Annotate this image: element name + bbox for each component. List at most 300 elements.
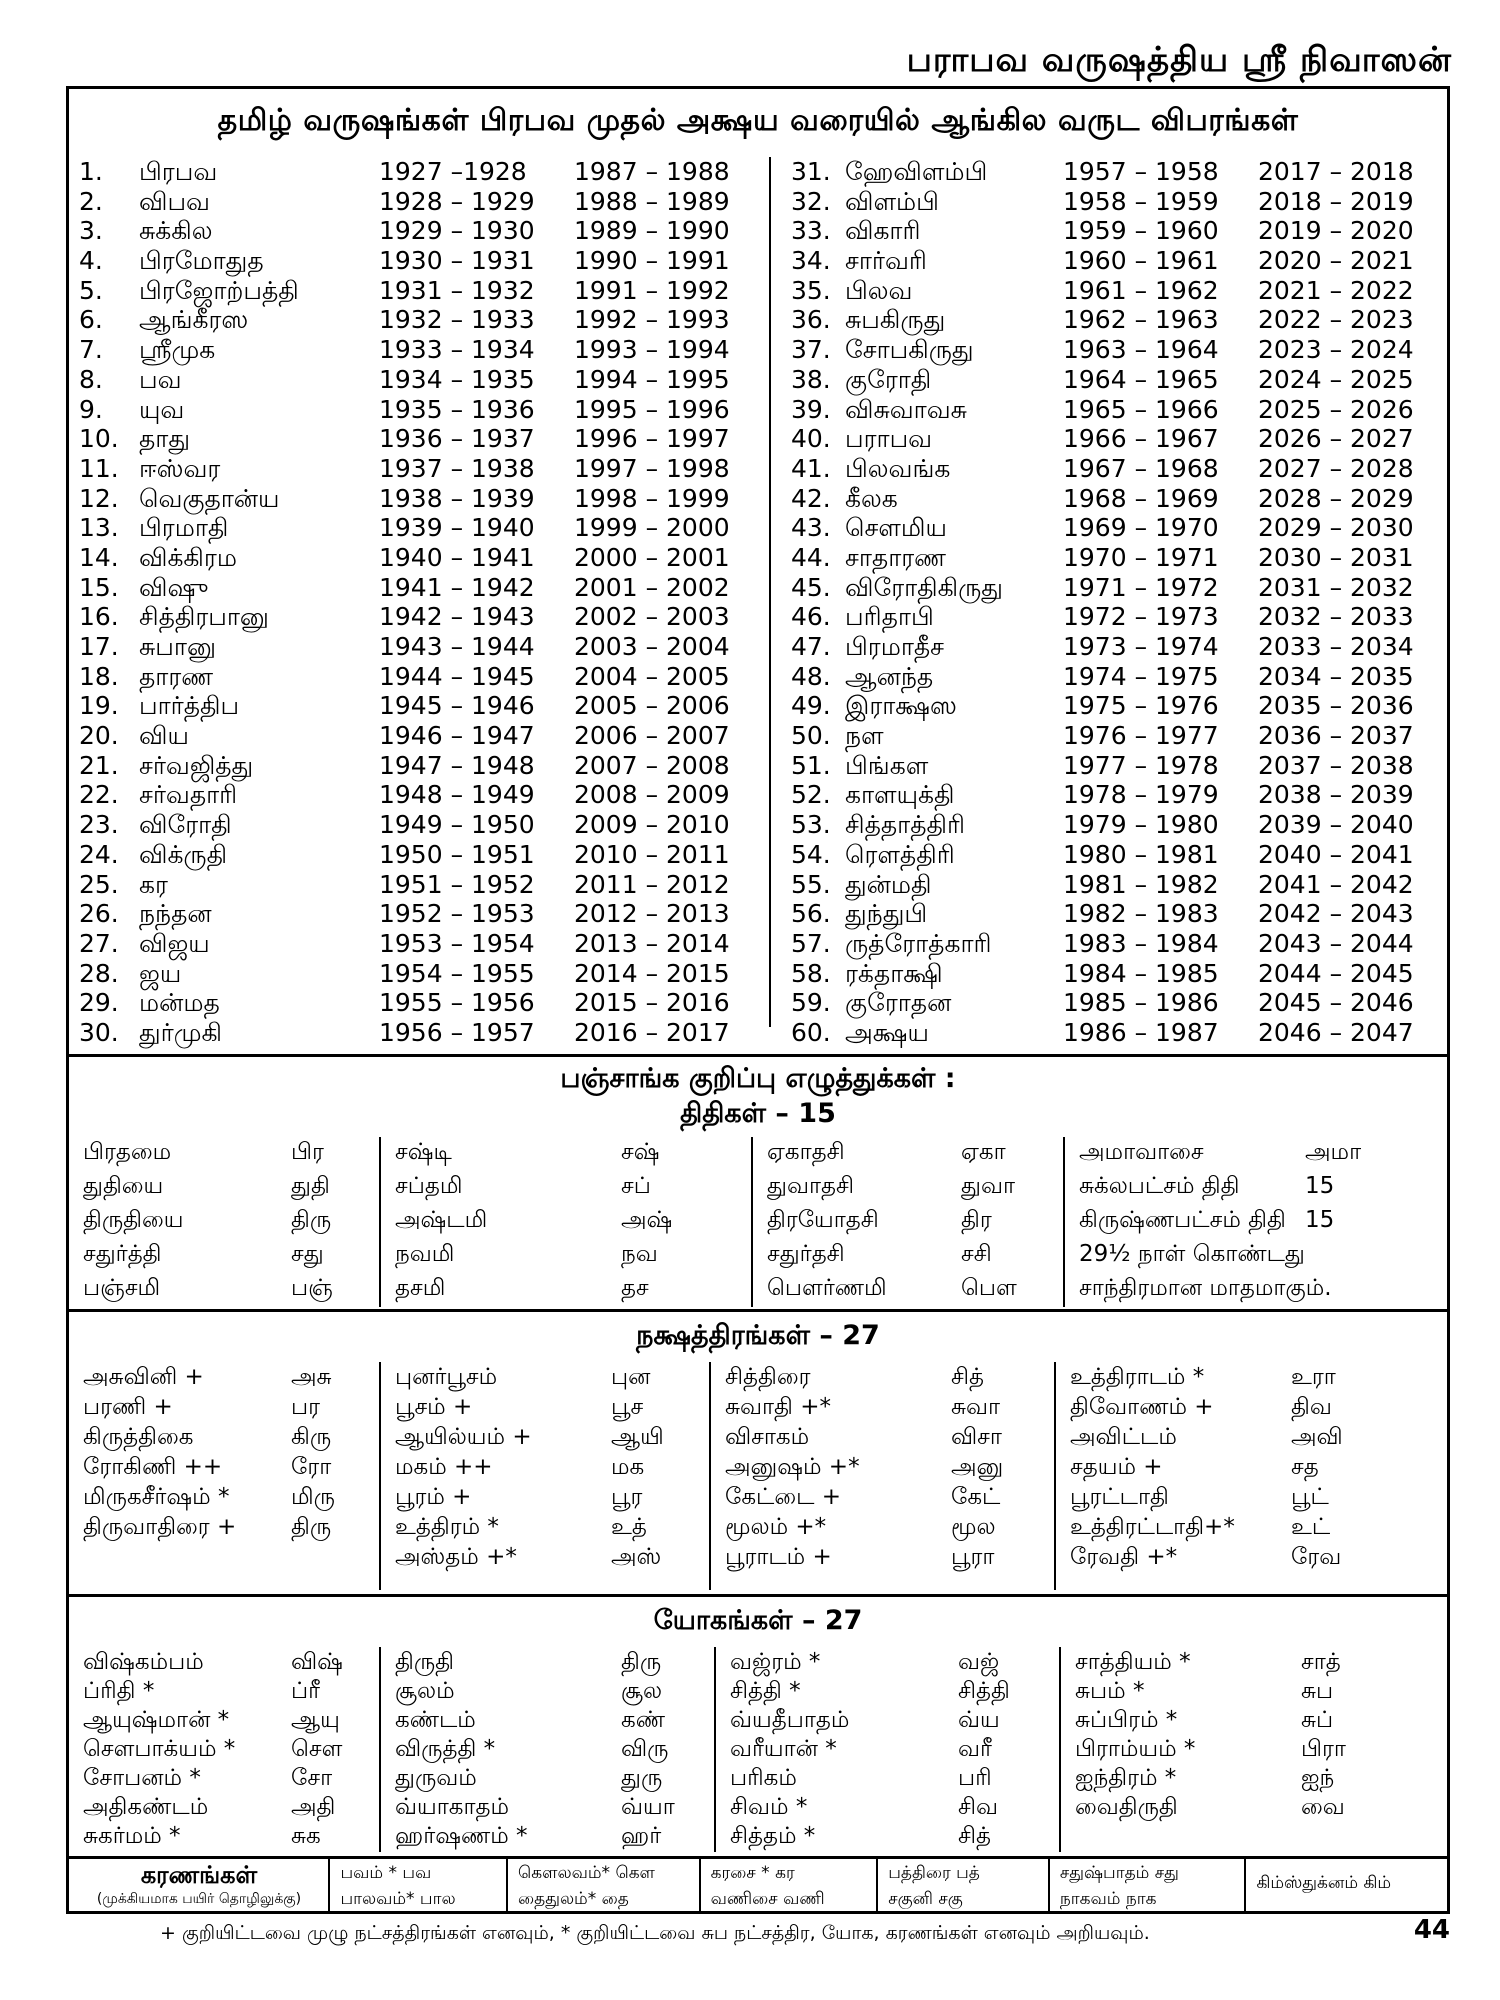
- year-row: [79, 246, 759, 276]
- year-range-1: 1939 – 1940: [379, 513, 535, 543]
- year-row: [783, 1018, 1449, 1048]
- year-name: சுபானு: [139, 632, 216, 661]
- year-range-2: 2011 – 2012: [574, 869, 730, 899]
- year-row: [79, 187, 759, 217]
- yoga-name: சித்தம் *: [730, 1823, 816, 1849]
- year-range-2: 1997 – 1998: [574, 453, 730, 483]
- year-number: 38.: [791, 364, 831, 394]
- year-number: 35.: [791, 275, 831, 305]
- year-range-2: 2038 – 2039: [1258, 780, 1414, 810]
- year-range-2: 2039 – 2040: [1258, 810, 1414, 840]
- nakshatra-name: திவோணம் +: [1070, 1394, 1214, 1420]
- year-number: 32.: [791, 186, 831, 216]
- year-number: 31.: [791, 157, 831, 186]
- year-range-2: 2012 – 2013: [574, 899, 730, 929]
- tithi-name: திரயோதசி: [767, 1207, 879, 1233]
- year-range-1: 1943 – 1944: [379, 632, 535, 661]
- year-name: பவ: [139, 364, 182, 394]
- year-name: ஆனந்த: [845, 661, 934, 691]
- year-range-1: 1938 – 1939: [379, 483, 535, 513]
- year-name: சாதாரண: [845, 542, 946, 572]
- year-number: 4.: [79, 246, 103, 276]
- year-number: 45.: [791, 572, 831, 602]
- year-number: 33.: [791, 216, 831, 246]
- yoga-name: சுகர்மம் *: [83, 1823, 181, 1849]
- tithi-abbr: சது: [291, 1241, 324, 1267]
- yoga-abbr: பிரா: [1301, 1736, 1346, 1762]
- tithi-name: சதுர்தசி: [767, 1241, 845, 1267]
- year-number: 51.: [791, 750, 831, 780]
- nakshatra-name: சதயம் +: [1070, 1454, 1163, 1480]
- nakshatra-abbr: உரா: [1291, 1364, 1336, 1390]
- yoga-abbr: பரி: [958, 1765, 992, 1791]
- nakshatra-name: பூராடம் +: [725, 1544, 832, 1570]
- year-name: பிரபவ: [139, 157, 218, 186]
- year-range-2: 2009 – 2010: [574, 810, 730, 840]
- tithi-section: [69, 1057, 1447, 1312]
- karana-entry: பத்திரை பத்: [888, 1863, 980, 1883]
- year-range-1: 1962 – 1963: [1063, 305, 1219, 335]
- yoga-section: [69, 1597, 1447, 1859]
- year-range-1: 1982 – 1983: [1063, 899, 1219, 929]
- year-number: 42.: [791, 483, 831, 513]
- year-name: பிரமாதி: [139, 513, 229, 543]
- year-range-2: 2022 – 2023: [1258, 305, 1414, 335]
- yoga-name: சௌபாக்யம் *: [83, 1736, 236, 1762]
- year-number: 25.: [79, 869, 119, 899]
- year-range-1: 1959 – 1960: [1063, 216, 1219, 246]
- year-number: 36.: [791, 305, 831, 335]
- year-range-1: 1972 – 1973: [1063, 602, 1219, 632]
- yoga-abbr: வ்யா: [621, 1794, 675, 1820]
- year-row: [79, 899, 759, 929]
- year-number: 6.: [79, 305, 103, 335]
- year-range-2: 2015 – 2016: [574, 988, 730, 1018]
- year-row: [783, 484, 1449, 514]
- year-row: [783, 691, 1449, 721]
- year-range-1: 1934 – 1935: [379, 364, 535, 394]
- tithi-grid: [69, 1137, 1447, 1307]
- year-row: [783, 988, 1449, 1018]
- nakshatra-name: அனுஷம் +*: [725, 1454, 860, 1480]
- year-name: துன்மதி: [845, 869, 932, 899]
- nakshatra-abbr: உத்: [611, 1514, 647, 1540]
- year-number: 34.: [791, 246, 831, 276]
- year-range-2: 2026 – 2027: [1258, 424, 1414, 454]
- year-row: [79, 662, 759, 692]
- year-name: ஆங்கீரஸ: [139, 305, 249, 335]
- year-range-1: 1969 – 1970: [1063, 513, 1219, 543]
- year-range-1: 1976 – 1977: [1063, 721, 1219, 751]
- year-range-1: 1942 – 1943: [379, 602, 535, 632]
- year-range-2: 2046 – 2047: [1258, 1017, 1414, 1047]
- yoga-abbr: வஜ்: [958, 1649, 1000, 1675]
- yoga-abbr: சித்: [958, 1823, 991, 1849]
- year-row: [783, 216, 1449, 246]
- year-row: [783, 602, 1449, 632]
- yoga-column: [1059, 1647, 1447, 1852]
- nakshatra-name: புனர்பூசம்: [395, 1364, 498, 1390]
- year-row: [79, 929, 759, 959]
- yoga-name: வ்யதீபாதம்: [730, 1707, 850, 1733]
- yoga-abbr: சுக: [291, 1823, 321, 1849]
- tithi-name: ஏகாதசி: [767, 1139, 845, 1165]
- year-number: 13.: [79, 513, 119, 543]
- nakshatra-name: விசாகம்: [725, 1424, 810, 1450]
- nakshatra-name: உத்திரம் *: [395, 1514, 499, 1540]
- year-number: 21.: [79, 750, 119, 780]
- year-range-1: 1948 – 1949: [379, 780, 535, 810]
- year-row: [79, 870, 759, 900]
- year-row: [79, 573, 759, 603]
- year-range-2: 2025 – 2026: [1258, 394, 1414, 424]
- karana-entry: சதுஷ்பாதம் சது: [1059, 1863, 1179, 1883]
- nakshatra-abbr: பூர: [611, 1484, 643, 1510]
- year-row: [79, 484, 759, 514]
- nakshatra-column: [379, 1362, 709, 1590]
- yoga-column: [379, 1647, 714, 1852]
- year-name: பரிதாபி: [845, 602, 934, 632]
- year-range-1: 1966 – 1967: [1063, 424, 1219, 454]
- year-range-1: 1960 – 1961: [1063, 246, 1219, 276]
- year-number: 60.: [791, 1017, 831, 1047]
- year-range-1: 1936 – 1937: [379, 424, 535, 454]
- year-row: [79, 632, 759, 662]
- year-number: 39.: [791, 394, 831, 424]
- year-name: நள: [845, 721, 884, 751]
- year-name: சௌமிய: [845, 513, 947, 543]
- year-name: ஜய: [139, 958, 182, 988]
- yoga-abbr: ஹர்: [621, 1823, 662, 1849]
- yoga-abbr: சோ: [291, 1765, 333, 1791]
- year-range-2: 2010 – 2011: [574, 839, 730, 869]
- karana-title: கரணங்கள்: [140, 1861, 258, 1889]
- nakshatra-name: திருவாதிரை +: [83, 1514, 237, 1540]
- year-range-2: 2019 – 2020: [1258, 216, 1414, 246]
- year-number: 17.: [79, 632, 119, 661]
- year-range-2: 2032 – 2033: [1258, 602, 1414, 632]
- year-name: மன்மத: [139, 988, 220, 1018]
- year-range-2: 2036 – 2037: [1258, 721, 1414, 751]
- karana-cell: [328, 1859, 506, 1914]
- year-number: 41.: [791, 453, 831, 483]
- year-number: 26.: [79, 899, 119, 929]
- year-name: விஜய: [139, 928, 210, 958]
- nakshatra-abbr: ஆயி: [611, 1424, 664, 1450]
- year-name: பிரமோதுத: [139, 246, 264, 276]
- nakshatra-name: மிருகசீர்ஷம் *: [83, 1484, 230, 1510]
- year-row: [783, 721, 1449, 751]
- year-range-1: 1945 – 1946: [379, 691, 535, 721]
- tithi-name: சஷ்டி: [395, 1139, 452, 1165]
- nakshatra-column: [69, 1362, 379, 1590]
- year-range-2: 1988 – 1989: [574, 186, 730, 216]
- year-name: கீலக: [845, 483, 898, 513]
- year-range-1: 1956 – 1957: [379, 1017, 535, 1047]
- nakshatra-abbr: ரோ: [291, 1454, 332, 1480]
- year-range-1: 1933 – 1934: [379, 335, 535, 365]
- year-number: 5.: [79, 275, 103, 305]
- year-range-2: 2028 – 2029: [1258, 483, 1414, 513]
- yoga-heading: யோகங்கள் – 27: [653, 1605, 863, 1636]
- yoga-name: சுபம் *: [1075, 1678, 1145, 1704]
- nakshatra-name: உத்திராடம் *: [1070, 1364, 1205, 1390]
- year-number: 43.: [791, 513, 831, 543]
- yoga-name: சாத்தியம் *: [1075, 1649, 1191, 1675]
- year-range-2: 2021 – 2022: [1258, 275, 1414, 305]
- year-name: பிலவ: [845, 275, 913, 305]
- year-name: சர்வஜித்து: [139, 750, 254, 780]
- year-range-1: 1944 – 1945: [379, 661, 535, 691]
- yoga-abbr: சூல: [621, 1678, 663, 1704]
- nakshatra-name: சுவாதி +*: [725, 1394, 831, 1420]
- nakshatra-name: ரோகிணி ++: [83, 1454, 223, 1480]
- year-range-2: 2006 – 2007: [574, 721, 730, 751]
- year-row: [79, 751, 759, 781]
- yoga-abbr: ஐந்: [1301, 1765, 1335, 1791]
- year-name: விகாரி: [845, 216, 921, 246]
- year-range-1: 1984 – 1985: [1063, 958, 1219, 988]
- year-range-2: 2020 – 2021: [1258, 246, 1414, 276]
- year-number: 48.: [791, 661, 831, 691]
- year-row: [79, 157, 759, 187]
- year-number: 57.: [791, 928, 831, 958]
- year-row: [79, 335, 759, 365]
- year-number: 15.: [79, 572, 119, 602]
- yoga-abbr: திரு: [621, 1649, 662, 1675]
- nakshatra-name: அஸ்தம் +*: [395, 1544, 517, 1570]
- yoga-name: பிராம்யம் *: [1075, 1736, 1196, 1762]
- year-range-1: 1983 – 1984: [1063, 928, 1219, 958]
- nakshatra-abbr: அஸ்: [611, 1544, 662, 1570]
- year-number: 56.: [791, 899, 831, 929]
- year-range-2: 2043 – 2044: [1258, 928, 1414, 958]
- year-number: 49.: [791, 691, 831, 721]
- year-number: 1.: [79, 157, 103, 186]
- nakshatra-abbr: கிரு: [291, 1424, 332, 1450]
- year-number: 27.: [79, 928, 119, 958]
- tithi-name: பிரதமை: [83, 1139, 172, 1165]
- yoga-name: ஹர்ஷணம் *: [395, 1823, 528, 1849]
- tithi-name: நவமி: [395, 1241, 455, 1267]
- yoga-name: வஜ்ரம் *: [730, 1649, 821, 1675]
- nakshatra-abbr: அனு: [951, 1454, 1004, 1480]
- yoga-abbr: விஷ்: [291, 1649, 343, 1675]
- tithi-name: திருதியை: [83, 1207, 184, 1233]
- year-number: 14.: [79, 542, 119, 572]
- year-name: சுபகிருது: [845, 305, 946, 335]
- year-name: சுக்கில: [139, 216, 213, 246]
- year-name: விக்கிரம: [139, 542, 237, 572]
- nakshatra-column: [1054, 1362, 1447, 1590]
- year-range-2: 1994 – 1995: [574, 364, 730, 394]
- year-name: ருத்ரோத்காரி: [845, 928, 992, 958]
- years-column-right: [769, 157, 1449, 1047]
- year-range-2: 2045 – 2046: [1258, 988, 1414, 1018]
- year-name: பிரஜோற்பத்தி: [139, 275, 299, 305]
- karana-cell: [1048, 1859, 1245, 1914]
- yoga-name: ப்ரிதி *: [83, 1678, 155, 1704]
- year-name: விபவ: [139, 186, 210, 216]
- karana-entry: வணிசை வணி: [710, 1889, 825, 1909]
- year-range-1: 1931 – 1932: [379, 275, 535, 305]
- year-range-2: 2035 – 2036: [1258, 691, 1414, 721]
- yoga-abbr: சாத்: [1301, 1649, 1341, 1675]
- year-number: 44.: [791, 542, 831, 572]
- nakshatra-name: பூரட்டாதி: [1070, 1484, 1169, 1510]
- nakshatra-name: பூசம் +: [395, 1394, 473, 1420]
- year-number: 20.: [79, 721, 119, 751]
- tithi-name: துதியை: [83, 1173, 164, 1199]
- year-row: [783, 335, 1449, 365]
- year-range-2: 2000 – 2001: [574, 542, 730, 572]
- karana-entry: நாகவம் நாக: [1059, 1889, 1157, 1909]
- nakshatra-heading: நக்ஷத்திரங்கள் – 27: [636, 1320, 880, 1351]
- year-range-1: 1974 – 1975: [1063, 661, 1219, 691]
- year-range-1: 1929 – 1930: [379, 216, 535, 246]
- year-number: 24.: [79, 839, 119, 869]
- year-row: [783, 751, 1449, 781]
- page-header-title: பராபவ வருஷத்திய ஸ்ரீ நிவாஸன்: [906, 40, 1452, 80]
- tithi-abbr: பௌ: [961, 1275, 1017, 1301]
- year-range-2: 1996 – 1997: [574, 424, 730, 454]
- year-range-1: 1937 – 1938: [379, 453, 535, 483]
- year-row: [783, 454, 1449, 484]
- year-row: [783, 395, 1449, 425]
- tithi-name: அமாவாசை: [1079, 1139, 1204, 1165]
- year-number: 30.: [79, 1017, 119, 1047]
- year-range-2: 1995 – 1996: [574, 394, 730, 424]
- year-range-1: 1963 – 1964: [1063, 335, 1219, 365]
- year-name: ரௌத்திரி: [845, 839, 955, 869]
- year-number: 29.: [79, 988, 119, 1018]
- yoga-name: வைதிருதி: [1075, 1794, 1178, 1820]
- year-range-1: 1965 – 1966: [1063, 394, 1219, 424]
- year-range-2: 2023 – 2024: [1258, 335, 1414, 365]
- year-range-1: 1955 – 1956: [379, 988, 535, 1018]
- page-number: 44: [1413, 1915, 1450, 1945]
- tithi-abbr: அமா: [1305, 1139, 1362, 1165]
- yoga-abbr: சுப: [1301, 1678, 1334, 1704]
- karana-entry: தைதுலம்* தை: [518, 1889, 629, 1909]
- year-row: [79, 988, 759, 1018]
- nakshatra-abbr: பர: [291, 1394, 320, 1420]
- year-name: யுவ: [139, 394, 185, 424]
- tithi-name: சதுர்த்தி: [83, 1241, 162, 1267]
- year-range-1: 1967 – 1968: [1063, 453, 1219, 483]
- year-range-1: 1946 – 1947: [379, 721, 535, 751]
- year-range-1: 1958 – 1959: [1063, 186, 1219, 216]
- year-range-1: 1940 – 1941: [379, 542, 535, 572]
- tithi-name: பௌர்ணமி: [767, 1275, 887, 1301]
- year-number: 40.: [791, 424, 831, 454]
- year-range-2: 2005 – 2006: [574, 691, 730, 721]
- nakshatra-abbr: திரு: [291, 1514, 332, 1540]
- year-range-2: 2003 – 2004: [574, 632, 730, 661]
- year-row: [79, 513, 759, 543]
- tithi-name: தசமி: [395, 1275, 446, 1301]
- year-range-1: 1941 – 1942: [379, 572, 535, 602]
- year-range-2: 2034 – 2035: [1258, 661, 1414, 691]
- tithi-name: அஷ்டமி: [395, 1207, 488, 1233]
- year-row: [783, 305, 1449, 335]
- year-range-1: 1970 – 1971: [1063, 542, 1219, 572]
- year-range-2: 2031 – 2032: [1258, 572, 1414, 602]
- yoga-abbr: அதி: [291, 1794, 336, 1820]
- year-name: வெகுதான்ய: [139, 483, 280, 513]
- tithi-abbr: சப்: [621, 1173, 651, 1199]
- nakshatra-name: அசுவினி +: [83, 1364, 204, 1390]
- tithi-abbr: திரு: [291, 1207, 332, 1233]
- year-range-1: 1975 – 1976: [1063, 691, 1219, 721]
- year-range-2: 1991 – 1992: [574, 275, 730, 305]
- tithi-column: [751, 1137, 1063, 1307]
- year-name: விக்ருதி: [139, 839, 228, 869]
- year-number: 9.: [79, 394, 103, 424]
- year-range-1: 1932 – 1933: [379, 305, 535, 335]
- tithi-abbr: துவா: [961, 1173, 1015, 1199]
- year-name: சித்திரபானு: [139, 602, 269, 632]
- yoga-name: சூலம்: [395, 1678, 455, 1704]
- tamil-years-section: [69, 89, 1447, 1057]
- year-name: இராக்ஷஸ: [845, 691, 957, 721]
- year-range-2: 2040 – 2041: [1258, 839, 1414, 869]
- karana-entry: சகுனி சகு: [888, 1889, 963, 1909]
- year-row: [79, 424, 759, 454]
- yoga-abbr: சித்தி: [958, 1678, 1010, 1704]
- year-name: தாது: [139, 424, 191, 454]
- yoga-column: [69, 1647, 379, 1852]
- footnote: + குறியிட்டவை முழு நட்சத்திரங்கள் எனவும், * குறியிட்டவை சுப நட்சத்திர, யோக, கரணங்கள் எனவும் அறியவும்.: [160, 1922, 1150, 1944]
- nakshatra-abbr: சத: [1291, 1454, 1319, 1480]
- year-name: ரக்தாக்ஷி: [845, 958, 943, 988]
- year-range-1: 1950 – 1951: [379, 839, 535, 869]
- year-range-2: 2037 – 2038: [1258, 750, 1414, 780]
- nakshatra-abbr: சித்: [951, 1364, 984, 1390]
- year-row: [783, 662, 1449, 692]
- yoga-name: அதிகண்டம்: [83, 1794, 209, 1820]
- year-number: 2.: [79, 186, 103, 216]
- year-name: சோபகிருது: [845, 335, 974, 365]
- year-row: [783, 424, 1449, 454]
- yoga-name: வ்யாகாதம்: [395, 1794, 509, 1820]
- year-name: விரோதி: [139, 810, 232, 840]
- tithi-name: துவாதசி: [767, 1173, 854, 1199]
- year-number: 23.: [79, 810, 119, 840]
- yoga-name: சோபனம் *: [83, 1765, 201, 1791]
- nakshatra-name: மூலம் +*: [725, 1514, 827, 1540]
- year-range-2: 2027 – 2028: [1258, 453, 1414, 483]
- year-row: [783, 959, 1449, 989]
- year-number: 11.: [79, 453, 119, 483]
- year-row: [783, 573, 1449, 603]
- nakshatra-name: பரணி +: [83, 1394, 173, 1420]
- year-name: பிங்கள: [845, 750, 929, 780]
- nakshatra-name: ரேவதி +*: [1070, 1544, 1178, 1570]
- year-range-2: 1998 – 1999: [574, 483, 730, 513]
- tithi-heading: திதிகள் – 15: [680, 1098, 836, 1129]
- nakshatra-column: [709, 1362, 1054, 1590]
- year-number: 3.: [79, 216, 103, 246]
- nakshatra-abbr: திவ: [1291, 1394, 1332, 1420]
- nakshatra-abbr: அவி: [1291, 1424, 1343, 1450]
- tithi-abbr: பிர: [291, 1139, 324, 1165]
- year-range-2: 1989 – 1990: [574, 216, 730, 246]
- year-row: [79, 721, 759, 751]
- karana-entry: பவம் * பவ: [340, 1863, 432, 1883]
- nakshatra-abbr: விசா: [951, 1424, 1002, 1450]
- year-range-2: 2008 – 2009: [574, 780, 730, 810]
